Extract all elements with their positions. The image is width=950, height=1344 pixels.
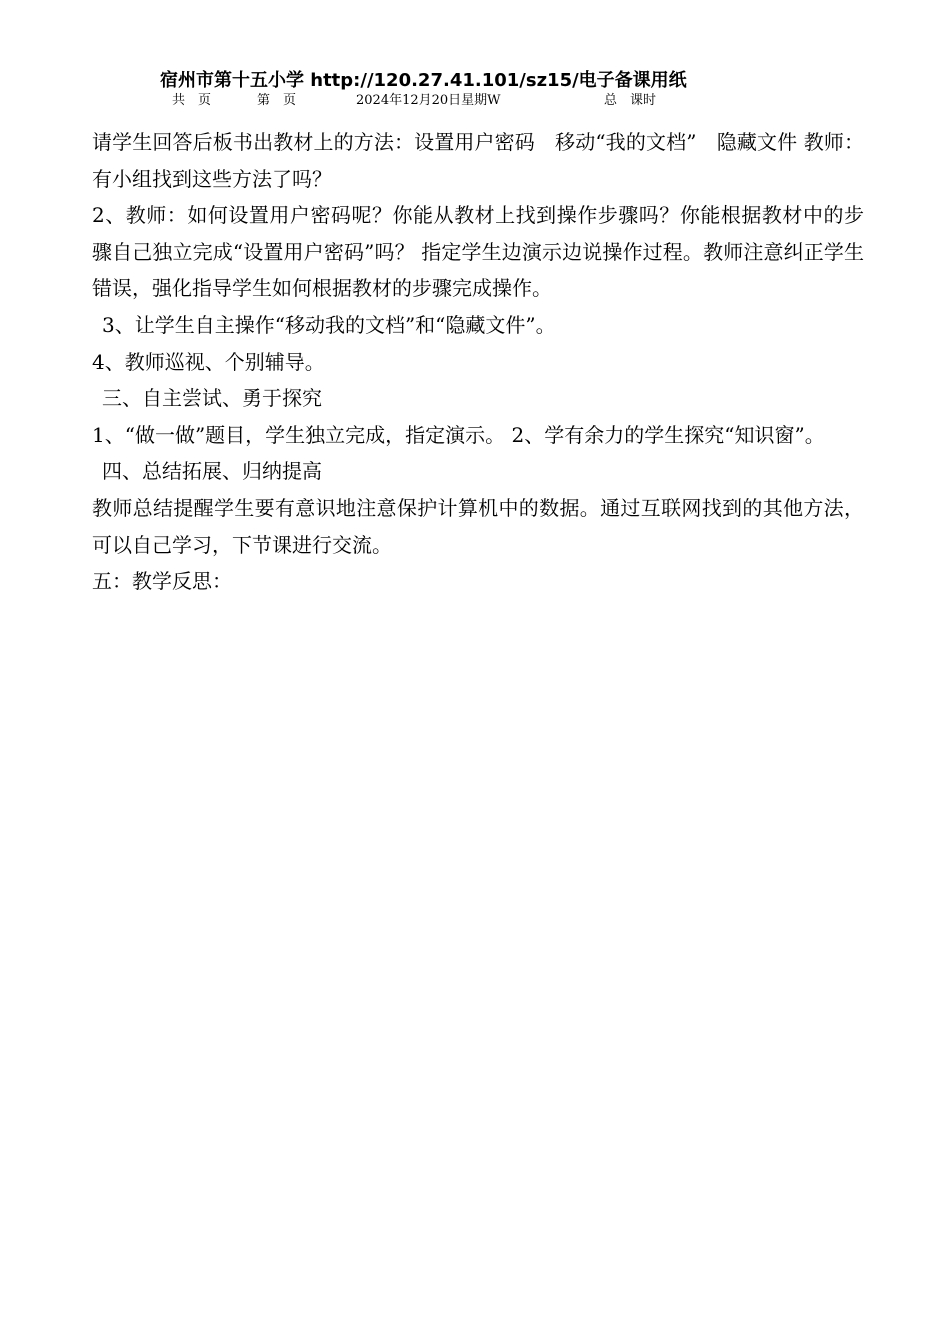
- section-heading: 五：教学反思：: [92, 569, 232, 594]
- document-body: [92, 124, 864, 600]
- section-heading: 四、总结拓展、归纳提高: [102, 459, 322, 484]
- paragraph: 请学生回答后板书出教材上的方法：设置用户密码 移动“我的文档” 隐藏文件 教师：有小组找到这些方法了吗？: [92, 130, 864, 191]
- total-pages-label: 共 页: [172, 93, 212, 108]
- date-label: 2024年12月20日星期W: [356, 93, 501, 108]
- paragraph: 3、让学生自主操作“移动我的文档”和“隐藏文件”。: [102, 312, 556, 337]
- paragraph: 1、“做一做”题目，学生独立完成，指定演示。 2、学有余力的学生探究“知识窗”。: [92, 422, 825, 447]
- page-number-label: 第 页: [257, 93, 297, 108]
- section-heading: 三、自主尝试、勇于探究: [102, 386, 322, 411]
- paragraph: 2、教师：如何设置用户密码呢？你能从教材上找到操作步骤吗？你能根据教材中的步骤自己独立完成“设置用户密码”吗？ 指定学生边演示边说操作过程。教师注意纠正学生错误，强化指导学生如何根据教材的步骤完成操作。: [92, 203, 864, 301]
- total-lessons-label: 总 课时: [604, 93, 657, 108]
- paragraph: 4、教师巡视、个别辅导。: [92, 349, 325, 374]
- paragraph: 教师总结提醒学生要有意识地注意保护计算机中的数据。通过互联网找到的其他方法，可以自己学习，下节课进行交流。: [92, 495, 864, 557]
- header-title: 宿州市第十五小学 http://120.27.41.101/sz15/电子备课用纸: [160, 70, 687, 91]
